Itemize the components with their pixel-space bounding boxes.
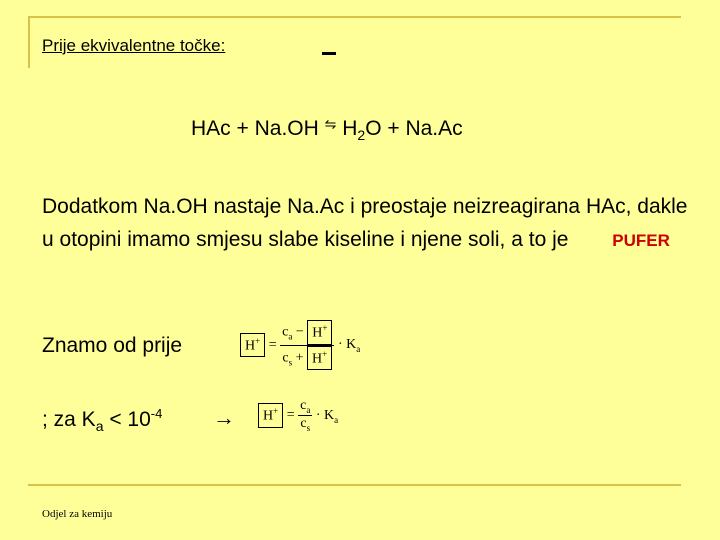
frame-left-line [28, 16, 30, 68]
fraction-2: $\frac{c_a}{c_s}$ [300, 398, 311, 433]
znamo-text: Znamo od prije [42, 334, 183, 357]
frame-bottom-line [28, 484, 681, 486]
ka-condition: ; za $K_a < 10^{-4}$ [42, 406, 163, 435]
ka-factor-2: · $K_a$ [315, 407, 339, 425]
reaction-right: O + Na.Ac [365, 117, 463, 140]
ka-factor: · $K_a$ [337, 337, 361, 355]
footer-text: Odjel za kemiju [42, 508, 113, 520]
title-underline-mark [322, 52, 336, 55]
frame-top-line [28, 16, 681, 18]
paragraph [42, 190, 692, 257]
formula-buffer [240, 320, 360, 370]
equilibrium-arrow: ⇋ [324, 116, 337, 132]
equals-sign: = [268, 337, 277, 353]
reaction-equation [191, 116, 463, 143]
slide-title: Prije ekvivalentne točke: [42, 36, 226, 55]
paragraph-text: Dodatkom Na.OH nastaje Na.Ac i preostaje neizreagirana HAc, dakle u otopini imamo smjesu slabe kiseline i njene soli, a to je [42, 195, 688, 251]
fraction: $\frac{c_a - H^+}{c_s + H^+}$ [280, 320, 334, 370]
reaction-sub2: 2 [357, 127, 366, 144]
h-bracket-2: H+ [258, 403, 283, 428]
reaction-left: HAc + Na.OH [191, 117, 319, 140]
equals-sign-2: = [286, 407, 295, 423]
h-bracket: H+ [240, 333, 265, 358]
implies-arrow: → [213, 405, 235, 430]
formula-simplified [258, 398, 338, 433]
pufer-highlight: PUFER [612, 231, 670, 250]
reaction-h: H [342, 117, 358, 140]
